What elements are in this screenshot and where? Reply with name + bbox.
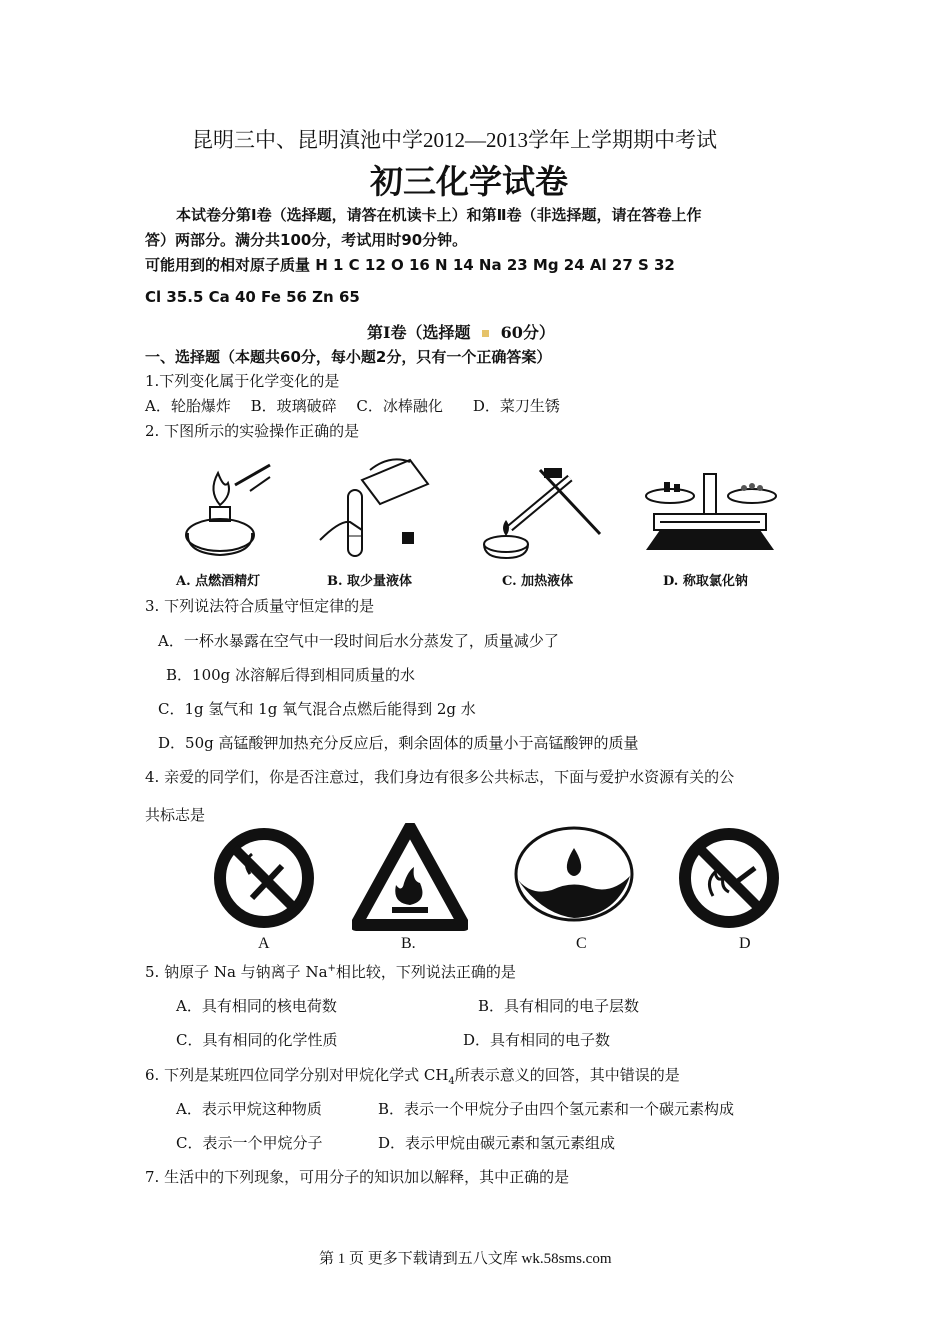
page-footer: 第 1 页 更多下载请到五八文库 wk.58sms.com bbox=[319, 1251, 612, 1267]
sign-label-a: A bbox=[258, 935, 270, 952]
figure-caption-b: B. 取少量液体 bbox=[327, 574, 413, 589]
question-3-option-c: C．1g 氢气和 1g 氧气混合点燃后能得到 2g 水 bbox=[158, 700, 476, 718]
sign-label-b: B. bbox=[401, 935, 416, 952]
atomic-mass-line-2: Cl 35.5 Ca 40 Fe 56 Zn 65 bbox=[145, 288, 360, 306]
question-5-option-d: D．具有相同的电子数 bbox=[463, 1031, 611, 1049]
heating-liquid-figure bbox=[470, 458, 610, 566]
test-tube-pouring-figure bbox=[310, 450, 440, 565]
question-6-option-a: A．表示甲烷这种物质 bbox=[176, 1100, 322, 1118]
water-saving-sign-icon bbox=[512, 824, 636, 924]
question-5-option-c: C．具有相同的化学性质 bbox=[176, 1031, 338, 1049]
question-4-stem-line-1: 4. 亲爱的同学们，你是否注意过，我们身边有很多公共标志，下面与爱护水资源有关的公 bbox=[145, 768, 735, 786]
question-6-option-c: C．表示一个甲烷分子 bbox=[176, 1134, 323, 1152]
figure-caption-c: C. 加热液体 bbox=[502, 574, 574, 589]
question-6-option-d: D．表示甲烷由碳元素和氢元素组成 bbox=[378, 1134, 616, 1152]
intro-line-2: 答）两部分。满分共100分，考试用时90分钟。 bbox=[145, 231, 468, 249]
balance-scale-figure bbox=[640, 470, 780, 562]
question-1-stem: 1.下列变化属于化学变化的是 bbox=[145, 372, 340, 390]
exam-title: 初三化学试卷 bbox=[370, 165, 568, 201]
superscript-plus: + bbox=[327, 963, 336, 974]
question-7-stem: 7. 生活中的下列现象，可用分子的知识加以解释，其中正确的是 bbox=[145, 1168, 570, 1186]
no-smoking-sign-icon bbox=[212, 826, 316, 930]
question-6-option-b: B．表示一个甲烷分子由四个氢元素和一个碳元素构成 bbox=[378, 1100, 735, 1118]
no-open-flame-sign-icon bbox=[677, 826, 781, 930]
section-title-b: 60分） bbox=[500, 323, 555, 342]
question-3-option-d: D．50g 高锰酸钾加热充分反应后，剩余固体的质量小于高锰酸钾的质量 bbox=[158, 734, 639, 752]
section-title-a: 第Ⅰ卷（选择题 bbox=[367, 323, 471, 342]
question-3-option-b: B．100g 冰溶解后得到相同质量的水 bbox=[166, 666, 416, 684]
sign-label-c: C bbox=[576, 935, 587, 952]
question-1-options: A．轮胎爆炸 B．玻璃破碎 C．冰棒融化 D．菜刀生锈 bbox=[145, 397, 560, 415]
atomic-mass-line-1: 可能用到的相对原子质量 H 1 C 12 O 16 N 14 Na 23 Mg 24 Al 27 S 32 bbox=[145, 256, 675, 274]
figure-caption-d: D. 称取氯化钠 bbox=[663, 574, 748, 589]
intro-line-1: 本试卷分第Ⅰ卷（选择题，请答在机读卡上）和第Ⅱ卷（非选择题，请在答卷上作 bbox=[176, 206, 702, 224]
sign-label-d: D bbox=[739, 935, 751, 952]
question-4-stem-line-2: 共标志是 bbox=[145, 806, 206, 824]
question-6-stem-b: 所表示意义的回答，其中错误的是 bbox=[454, 1066, 680, 1084]
flammable-warning-sign-icon bbox=[352, 823, 468, 931]
question-5-option-b: B．具有相同的电子层数 bbox=[478, 997, 640, 1015]
question-6-stem-a: 6. 下列是某班四位同学分别对甲烷化学式 CH bbox=[145, 1066, 449, 1084]
question-3-stem: 3. 下列说法符合质量守恒定律的是 bbox=[145, 597, 375, 615]
question-5-option-a: A．具有相同的核电荷数 bbox=[176, 997, 337, 1015]
figure-caption-a: A. 点燃酒精灯 bbox=[176, 574, 261, 589]
dot-mark bbox=[482, 330, 489, 337]
question-5-stem bbox=[145, 961, 516, 982]
part-one-heading: 一、选择题（本题共60分，每小题2分，只有一个正确答案） bbox=[145, 348, 552, 366]
question-5-stem-b: 相比较，下列说法正确的是 bbox=[335, 963, 516, 981]
question-5-stem-a: 5. 钠原子 Na 与钠离子 Na bbox=[145, 963, 328, 981]
question-6-stem bbox=[145, 1064, 680, 1085]
subscript-4: 4 bbox=[448, 1076, 455, 1087]
question-2-stem: 2. 下图所示的实验操作正确的是 bbox=[145, 422, 360, 440]
exam-subtitle: 昆明三中、昆明滇池中学2012—2013学年上学期期中考试 bbox=[192, 128, 717, 152]
section-title bbox=[367, 320, 555, 343]
alcohol-lamp-figure bbox=[180, 455, 280, 565]
question-3-option-a: A．一杯水暴露在空气中一段时间后水分蒸发了，质量减少了 bbox=[158, 632, 559, 650]
